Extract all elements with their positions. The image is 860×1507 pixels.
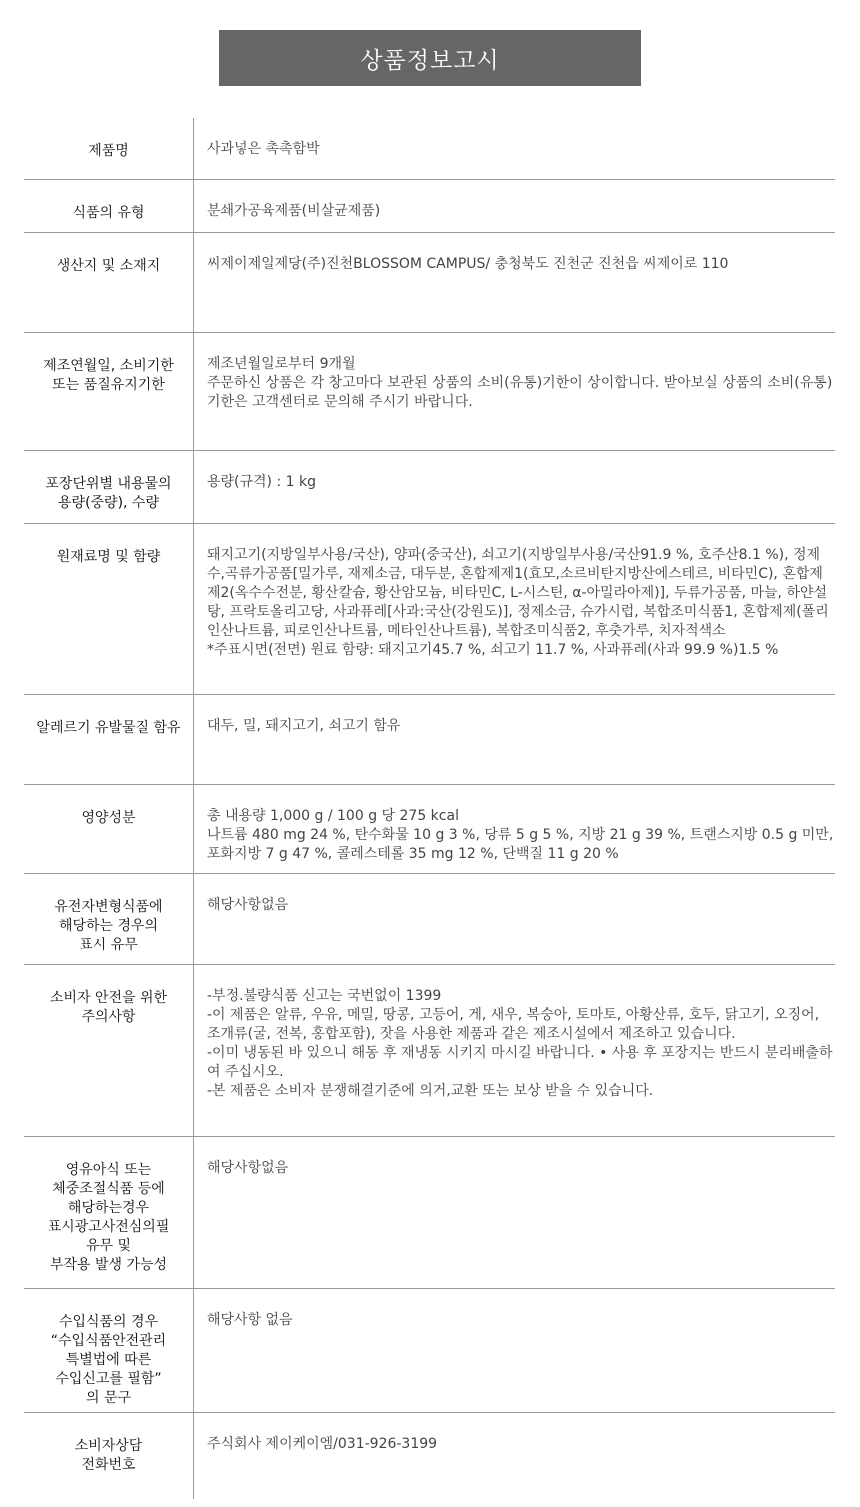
row-value bbox=[194, 695, 835, 784]
value-line: 나트륨 480 mg 24 %, 탄수화물 10 g 3 %, 당류 5 g 5 %, 지방 21 g 39 %, 트랜스지방 0.5 g 미만, 포화지방 7 g 47 %, 콜레스테롤 35 mg 12 %, 단백질 11 g 20 % bbox=[207, 827, 834, 862]
value-line: -부정.불량식품 신고는 국번없이 1399 bbox=[207, 988, 442, 1004]
row-label: 제품명 bbox=[24, 118, 194, 179]
table-row bbox=[24, 1289, 835, 1413]
row-label: 식품의 유형 bbox=[24, 180, 194, 232]
value-line: 주식회사 제이케이엠/031-926-3199 bbox=[207, 1436, 438, 1452]
table-row bbox=[24, 785, 835, 874]
row-value bbox=[194, 874, 835, 964]
value-line: 사과넣은 촉촉함박 bbox=[207, 141, 320, 157]
row-value bbox=[194, 451, 835, 523]
row-label: 제조연월일, 소비기한 또는 품질유지기한 bbox=[24, 333, 194, 450]
row-label: 수입식품의 경우 “수입식품안전관리 특별법에 따른 수입신고를 필함” 의 문구 bbox=[24, 1289, 194, 1412]
value-line: -이 제품은 알류, 우유, 메밀, 땅콩, 고등어, 게, 새우, 복숭아, 토마토, 아황산류, 호두, 닭고기, 오징어, 조개류(굴, 전복, 홍합포함), 잣을 사용한 제품과 같은 제조시설에서 제조하고 있습니다. bbox=[207, 1007, 820, 1042]
row-label: 원재료명 및 함량 bbox=[24, 524, 194, 694]
row-value bbox=[194, 965, 835, 1136]
row-value bbox=[194, 1413, 835, 1499]
row-value bbox=[194, 333, 835, 450]
row-label: 알레르기 유발물질 함유 bbox=[24, 695, 194, 784]
row-value bbox=[194, 1137, 835, 1288]
value-line: *주표시면(전면) 원료 함량: 돼지고기45.7 %, 쇠고기 11.7 %, 사과퓨레(사과 99.9 %)1.5 % bbox=[207, 642, 779, 658]
row-value bbox=[194, 180, 835, 232]
table-row bbox=[24, 451, 835, 524]
table-row bbox=[24, 524, 835, 695]
table-row bbox=[24, 180, 835, 233]
row-label: 포장단위별 내용물의 용량(중량), 수량 bbox=[24, 451, 194, 523]
value-line: 해당사항없음 bbox=[207, 1160, 289, 1176]
table-row bbox=[24, 118, 835, 180]
value-line: 씨제이제일제당(주)진천BLOSSOM CAMPUS/ 충청북도 진천군 진천읍 씨제이로 110 bbox=[207, 256, 729, 272]
value-line: 대두, 밀, 돼지고기, 쇠고기 함유 bbox=[207, 718, 401, 734]
table-row bbox=[24, 695, 835, 785]
row-value bbox=[194, 1289, 835, 1412]
row-value bbox=[194, 118, 835, 179]
value-line: 총 내용량 1,000 g / 100 g 당 275 kcal bbox=[207, 808, 459, 824]
value-line: -본 제품은 소비자 분쟁해결기준에 의거,교환 또는 보상 받을 수 있습니다. bbox=[207, 1083, 654, 1099]
row-label: 소비자상담 전화번호 bbox=[24, 1413, 194, 1499]
value-line: 해당사항 없음 bbox=[207, 1312, 293, 1328]
table-row bbox=[24, 233, 835, 333]
table-row bbox=[24, 874, 835, 965]
row-value bbox=[194, 524, 835, 694]
table-row bbox=[24, 1137, 835, 1289]
row-label: 영유아식 또는 체중조절식품 등에 해당하는경우 표시광고사전심의필 유무 및 부작용 발생 가능성 bbox=[24, 1137, 194, 1288]
row-value bbox=[194, 785, 835, 873]
row-label: 생산지 및 소재지 bbox=[24, 233, 194, 332]
row-label: 유전자변형식품에 해당하는 경우의 표시 유무 bbox=[24, 874, 194, 964]
table-row bbox=[24, 1413, 835, 1499]
value-line: 제조년월일로부터 9개월 bbox=[207, 356, 356, 372]
row-value bbox=[194, 233, 835, 332]
row-label: 영양성분 bbox=[24, 785, 194, 873]
value-line: 해당사항없음 bbox=[207, 897, 289, 913]
page-title: 상품정보고시 bbox=[219, 30, 641, 86]
value-line: -이미 냉동된 바 있으니 해동 후 재냉동 시키지 마시길 바랍니다. • 사용 후 포장지는 반드시 분리배출하여 주십시오. bbox=[207, 1045, 833, 1080]
product-info-table bbox=[24, 118, 835, 1499]
value-line: 용량(규격) : 1 kg bbox=[207, 474, 316, 490]
table-row bbox=[24, 965, 835, 1137]
row-label: 소비자 안전을 위한 주의사항 bbox=[24, 965, 194, 1136]
value-line: 분쇄가공육제품(비살균제품) bbox=[207, 203, 381, 219]
value-line: 돼지고기(지방일부사용/국산), 양파(중국산), 쇠고기(지방일부사용/국산91.9 %, 호주산8.1 %), 정제수,곡류가공품[밀가루, 재제소금, 대두분, 혼합제제1(효모,소르비탄지방산에스테르, 비타민C), 혼합제제2(옥수수전분, 황산칼슘, 황산암모늄, 비타민C, L-시스틴, α-아밀라아제)], 두류가공품, 마늘, 하얀설탕, 프락토올리고당, 사과퓨레[사과:국산(강원도)], 정제소금, 슈가시럽, 복합조미식품1, 혼합제제(폴리인산나트륨, 피로인산나트륨, 메타인산나트륨), 복합조미식품2, 후춧가루, 치자적색소 bbox=[207, 547, 829, 639]
value-line: 주문하신 상품은 각 창고마다 보관된 상품의 소비(유통)기한이 상이합니다. 받아보실 상품의 소비(유통)기한은 고객센터로 문의해 주시기 바랍니다. bbox=[207, 375, 833, 410]
table-row bbox=[24, 333, 835, 451]
